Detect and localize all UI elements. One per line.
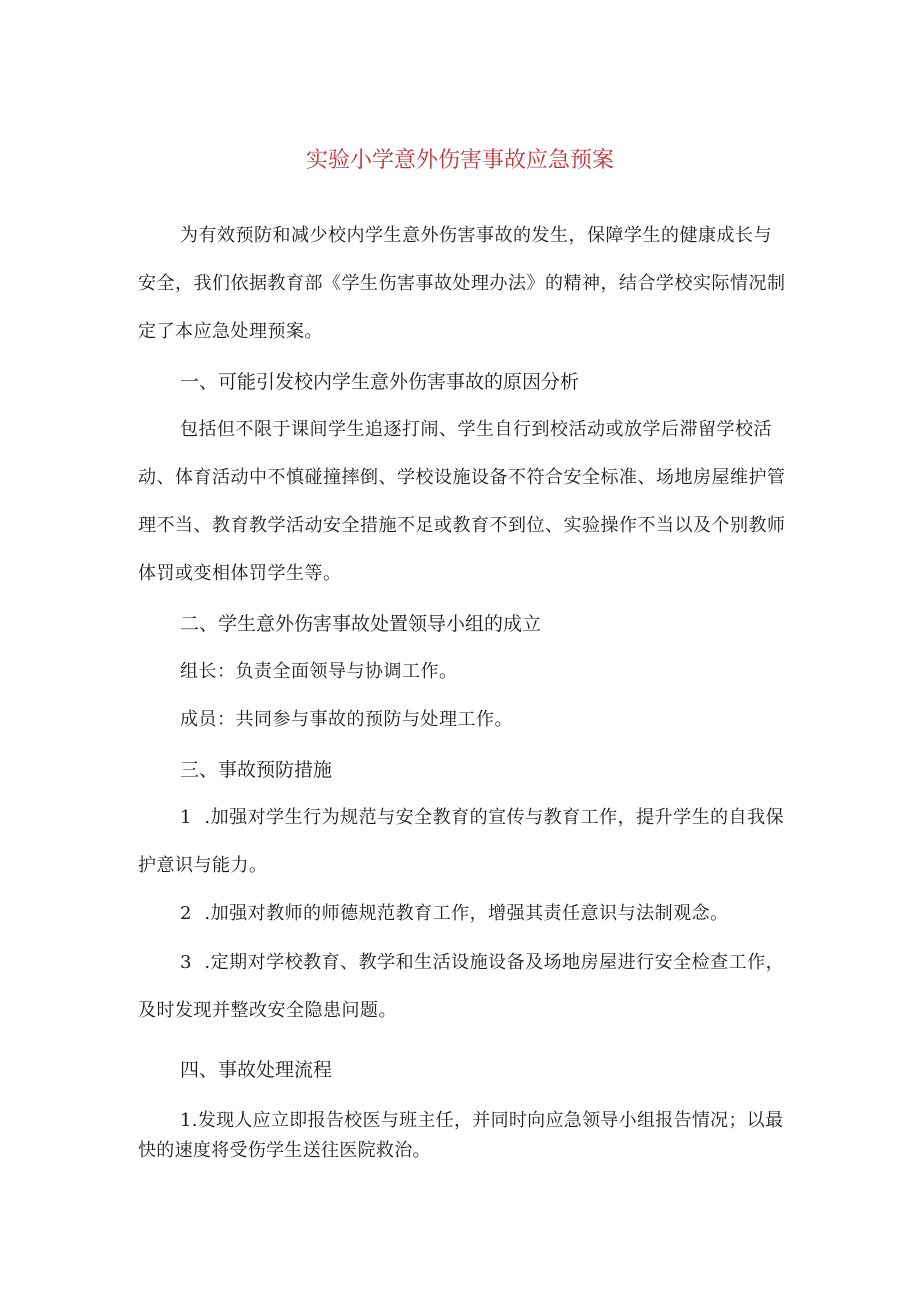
section-3-item-1: [138, 794, 798, 890]
section-4-heading: 四、事故处理流程: [180, 1059, 333, 1081]
item-number: 3: [180, 952, 192, 973]
section-2-members: 成员：共同参与事故的预防与处理工作。: [180, 709, 513, 730]
section-3-item-2: [138, 890, 798, 938]
intro-paragraph: 为有效预防和减少校内学生意外伤害事故的发生，保障学生的健康成长与安全，我们依据教育部《学生伤害事故处理办法》的精神，结合学校实际情况制定了本应急处理预案。: [138, 225, 786, 342]
section-3-item-3: [138, 939, 798, 1035]
item-text: .发现人应立即报告校医与班主任，并同时向应急领导小组报告情况；以最快的速度将受伤学生送往医院救治。: [138, 1110, 784, 1161]
section-4-item-1: [138, 1106, 798, 1166]
item-text: .加强对学生行为规范与安全教育的宣传与教育工作，提升学生的自我保护意识与能力。: [138, 807, 785, 876]
section-1-heading: 一、可能引发校内学生意外伤害事故的原因分析: [180, 371, 580, 393]
section-1-body: 包括但不限于课间学生追逐打闹、学生自行到校活动或放学后滞留学校活动、体育活动中不慎碰撞摔倒、学校设施设备不符合安全标准、场地房屋维护管理不当、教育教学活动安全措施不足或教育不到位、实验操作不当以及个别教师体罚或变相体罚学生等。: [138, 419, 786, 584]
item-number: 1: [180, 1110, 192, 1131]
section-2-leader: 组长：负责全面领导与协调工作。: [180, 661, 458, 682]
item-text: .定期对学校教育、教学和生活设施设备及场地房屋进行安全检查工作，及时发现并整改安全隐患问题。: [138, 952, 785, 1021]
item-number: 2: [180, 903, 192, 924]
section-2-heading: 二、学生意外伤害事故处置领导小组的成立: [180, 613, 542, 635]
item-number: 1: [180, 807, 192, 828]
section-3-heading: 三、事故预防措施: [180, 759, 333, 781]
item-text: .加强对教师的师德规范教育工作，增强其责任意识与法制观念。: [204, 903, 729, 924]
document-title: 实验小学意外伤害事故应急预案: [305, 148, 614, 173]
